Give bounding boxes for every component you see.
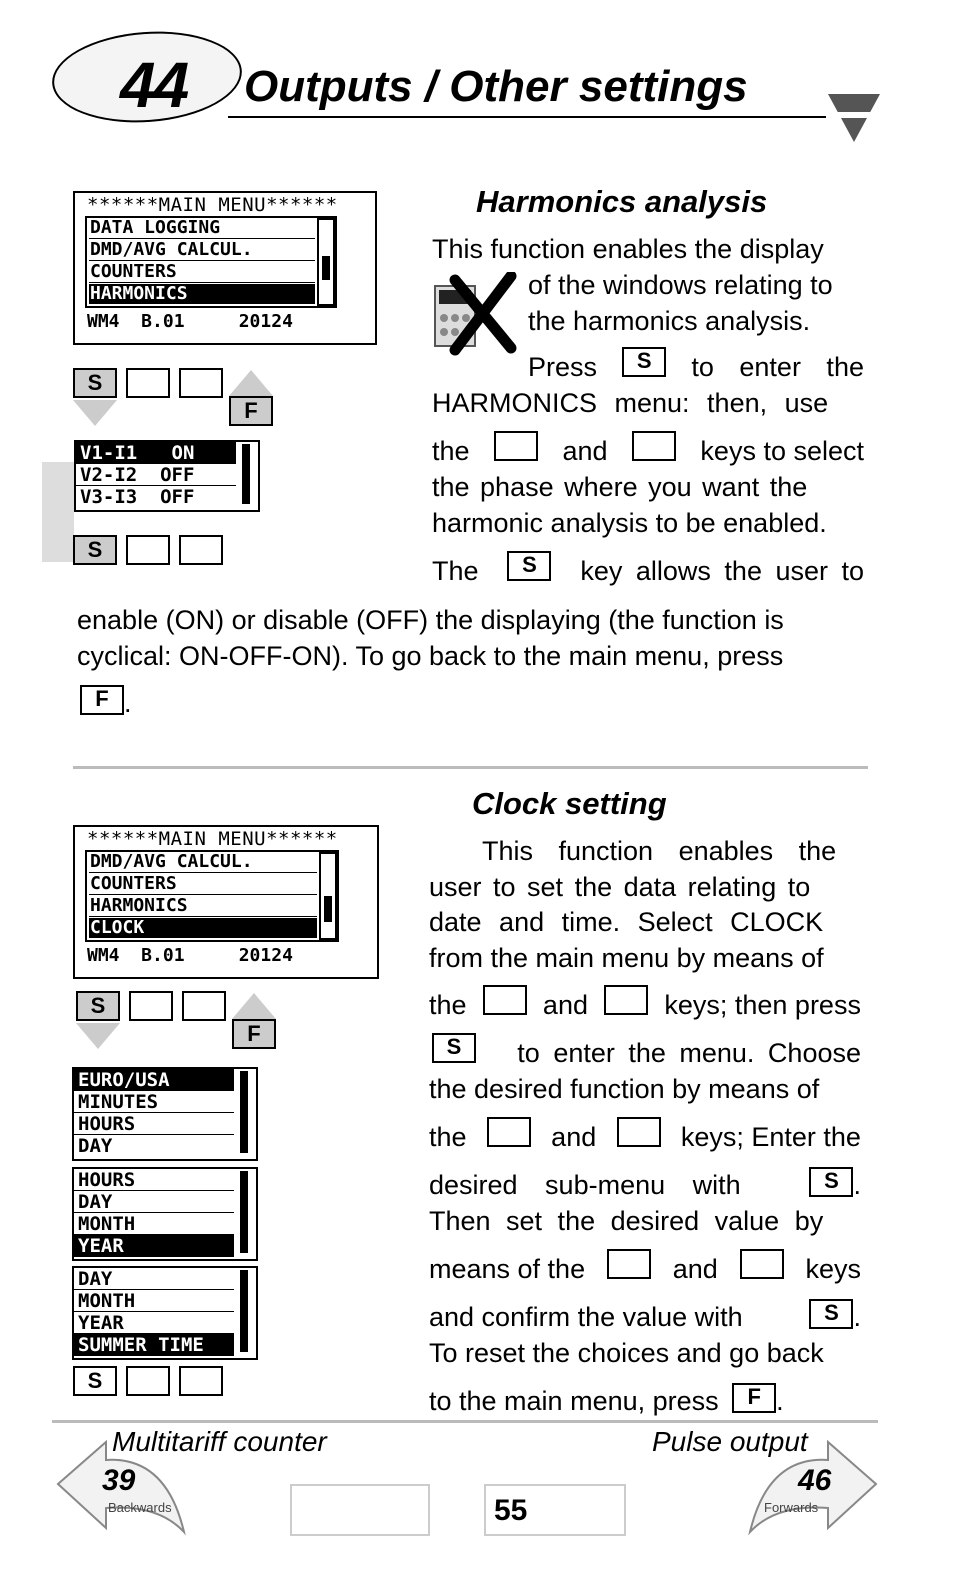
next-page-number[interactable]: 46 (798, 1464, 832, 1497)
lcd-item: HOURS (74, 1169, 234, 1191)
text-fragment: and (562, 436, 608, 466)
up-key-inline (487, 1117, 531, 1147)
lcd-item-selected: SUMMER TIME (74, 1334, 234, 1356)
down-key (179, 368, 223, 398)
lcd-scrollbar (319, 852, 337, 940)
f-key-inline: F (732, 1383, 776, 1413)
lcd-item: DAY (74, 1268, 234, 1290)
down-arrow-icon (73, 400, 117, 426)
lcd-menu-box (85, 216, 337, 308)
text-line: date and time. Select CLOCK (429, 907, 824, 937)
text-line: To reset the choices and go back (429, 1338, 824, 1368)
chapter-number: 44 (120, 49, 188, 121)
lcd-item: COUNTERS (89, 262, 315, 283)
down-key (179, 535, 223, 565)
lcd-item-selected: V1-I1 ON (76, 442, 236, 464)
text-fragment: key allows the user to (580, 556, 864, 586)
text-line: enable (ON) or disable (OFF) the displaying (the function is (77, 605, 784, 635)
text-fragment: keys; then press (664, 990, 861, 1020)
text-line (432, 552, 864, 587)
down-key (182, 991, 226, 1021)
prev-chapter-label[interactable]: Multitariff counter (112, 1426, 327, 1457)
down-key (179, 1366, 223, 1396)
text-line (429, 1122, 861, 1153)
text-line: the desired function by means of (429, 1074, 820, 1104)
up-key-inline (483, 985, 527, 1015)
lcd-scrollbar (242, 444, 250, 504)
text-fragment: Press (528, 352, 598, 382)
page-number-box (484, 1484, 626, 1536)
up-arrow-icon (229, 370, 273, 396)
text-line: from the main menu by means of (429, 943, 824, 973)
lcd-item: DATA LOGGING (89, 218, 315, 239)
text-fragment: and (542, 990, 588, 1020)
text-line: F . (80, 688, 132, 720)
section-heading: Harmonics analysis (476, 184, 768, 219)
lcd-item-selected: YEAR (74, 1235, 234, 1257)
up-key (126, 1366, 170, 1396)
prev-page-number[interactable]: 39 (102, 1464, 136, 1497)
up-key (126, 368, 170, 398)
text-fragment: to the main menu, press (429, 1386, 719, 1416)
text-fragment: The (432, 556, 479, 586)
lcd-item: YEAR (74, 1312, 234, 1334)
down-key-inline (604, 985, 648, 1015)
text-line: This function enables the display (432, 234, 824, 264)
lcd-item: HOURS (74, 1113, 234, 1135)
s-key-inline: S (809, 1299, 853, 1329)
text-line (432, 436, 864, 467)
title-rule (228, 116, 852, 118)
text-fragment: the (429, 1122, 467, 1152)
lcd-item: DAY (78, 1135, 113, 1157)
s-key: S (76, 991, 120, 1021)
harmonics-main-menu-lcd (73, 191, 377, 345)
text-fragment: keys (805, 1254, 861, 1284)
f-key: F (229, 396, 273, 426)
lcd-item: DAY (74, 1191, 234, 1213)
s-key-inline: S (507, 551, 551, 581)
text-fragment: to enter the (691, 352, 864, 382)
lcd-footer: WM4 B.01 20124 (87, 311, 293, 332)
text-fragment: the (429, 990, 467, 1020)
down-key-inline (740, 1249, 784, 1279)
lcd-item: MONTH (74, 1213, 234, 1235)
clock-sub-lcd-1 (72, 1067, 258, 1161)
down-key-inline (632, 431, 676, 461)
lcd-item: MONTH (74, 1290, 234, 1312)
text-fragment: and (551, 1122, 597, 1152)
forwards-label: Forwards (764, 1500, 819, 1515)
text-line: the phase where you want the (432, 472, 808, 502)
page-box-left (290, 1484, 430, 1536)
carlo-gavazzi-logo-icon (826, 92, 882, 144)
text-line: of the windows relating to (528, 270, 833, 300)
lcd-scrollbar (240, 1270, 248, 1352)
lcd-scrollbar (240, 1071, 248, 1153)
text-line: cyclical: ON-OFF-ON). To go back to the main menu, press (77, 641, 784, 671)
current-page-number: 55 (494, 1494, 528, 1527)
up-key-inline (607, 1249, 651, 1279)
text-line (432, 1034, 861, 1069)
text-line (429, 1254, 861, 1285)
s-key-inline: S (432, 1033, 476, 1063)
text-fragment: keys to select (700, 436, 864, 466)
text-fragment: the (432, 436, 470, 466)
text-line (528, 348, 864, 383)
text-line: the harmonics analysis. (528, 306, 811, 336)
lcd-item: DMD/AVG CALCUL. (89, 852, 317, 873)
return-bracket (42, 462, 74, 562)
text-fragment: means of the (429, 1254, 586, 1284)
text-fragment: and (672, 1254, 718, 1284)
text-line: to the main menu, press F . (429, 1383, 784, 1416)
lcd-item-selected: HARMONICS (89, 284, 315, 304)
section-separator (73, 766, 868, 769)
lcd-menu-box (85, 850, 339, 942)
up-key (126, 535, 170, 565)
lcd-item: V2-I2 OFF (76, 464, 236, 486)
lcd-scrollbar (240, 1171, 248, 1253)
harmonics-phase-lcd (74, 440, 260, 512)
text-line: and confirm the value with S . (429, 1299, 861, 1332)
clock-sub-lcd-2 (72, 1167, 258, 1261)
lcd-item: V3-I3 OFF (80, 486, 195, 508)
section-heading: Clock setting (472, 786, 667, 821)
text-fragment: and confirm the value with (429, 1302, 743, 1332)
text-fragment: keys; Enter the (680, 1122, 861, 1152)
s-key: S (73, 368, 117, 398)
text-line: HARMONICS menu: then, use (432, 388, 829, 418)
up-key (129, 991, 173, 1021)
page-title: Outputs / Other settings (244, 62, 748, 111)
text-line: Then set the desired value by (429, 1206, 824, 1236)
down-key-inline (617, 1117, 661, 1147)
text-line: desired sub-menu with S . (429, 1167, 861, 1200)
lcd-item: COUNTERS (89, 874, 317, 895)
next-chapter-label[interactable]: Pulse output (652, 1426, 808, 1457)
text-line: This function enables the (482, 836, 837, 866)
lcd-item: HARMONICS (89, 896, 317, 917)
footer-rule (52, 1420, 878, 1423)
lcd-header: ******MAIN MENU****** (87, 828, 338, 850)
s-key-inline: S (809, 1167, 853, 1197)
lcd-item: MINUTES (74, 1091, 234, 1113)
lcd-scrollbar (317, 218, 335, 306)
lcd-item-selected: CLOCK (89, 918, 317, 938)
s-key-inline: S (622, 347, 666, 377)
f-key-inline: F (80, 685, 124, 715)
down-arrow-icon (76, 1023, 120, 1049)
lcd-item-selected: EURO/USA (74, 1069, 234, 1091)
backwards-label: Backwards (108, 1500, 172, 1515)
disabled-device-icon (433, 272, 517, 356)
s-key: S (73, 535, 117, 565)
clock-sub-lcd-3 (72, 1266, 258, 1360)
up-arrow-icon (232, 993, 276, 1019)
text-line: harmonic analysis to be enabled. (432, 508, 827, 538)
up-key-inline (494, 431, 538, 461)
lcd-footer: WM4 B.01 20124 (87, 945, 293, 966)
text-fragment: desired sub-menu with (429, 1170, 741, 1200)
s-key: S (73, 1366, 117, 1396)
text-line: user to set the data relating to (429, 872, 811, 902)
lcd-item: DMD/AVG CALCUL. (89, 240, 315, 261)
clock-main-menu-lcd (73, 825, 379, 979)
f-key: F (232, 1019, 276, 1049)
lcd-header: ******MAIN MENU****** (87, 194, 338, 216)
text-line (429, 990, 861, 1021)
text-fragment: to enter the menu. Choose (517, 1038, 861, 1068)
